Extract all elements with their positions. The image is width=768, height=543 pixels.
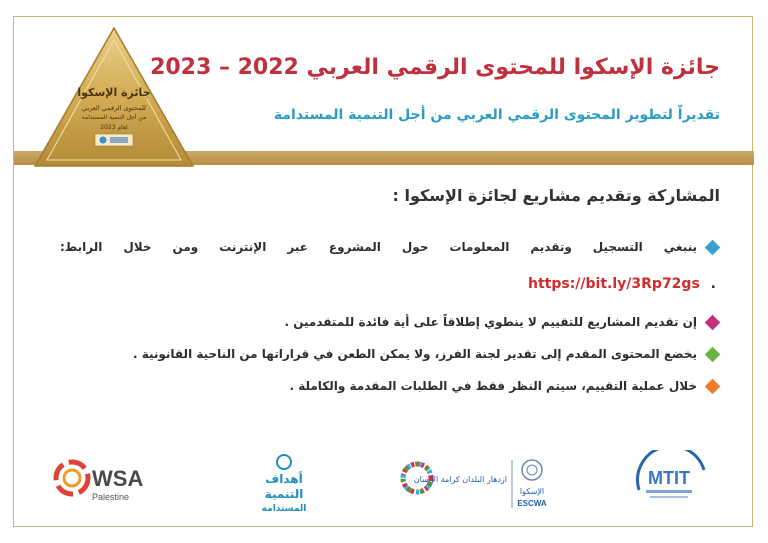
diamond-bullet-icon bbox=[705, 314, 721, 330]
page-subtitle: تقديراً لتطوير المحتوى الرقمي العربي من أجل التنمية المستدامة bbox=[273, 107, 720, 123]
bullet-text: ينبغي التسجيل وتقديم المعلومات حول المشروع عبر الإنترنت ومن خلال الرابط: bbox=[60, 240, 697, 254]
wsa-logo-icon bbox=[56, 462, 143, 502]
list-item bbox=[289, 379, 718, 393]
sdg-line2: التنمية bbox=[264, 487, 304, 501]
diamond-bullet-icon bbox=[705, 346, 721, 362]
list-item bbox=[133, 347, 718, 361]
award-badge-year: لعام 2023 bbox=[100, 124, 128, 131]
diamond-bullet-icon bbox=[705, 378, 721, 394]
sdg-line3: المستدامة bbox=[261, 504, 307, 514]
wsa-name: WSA bbox=[92, 466, 144, 491]
award-badge-line2: للمحتوى الرقمي العربي bbox=[81, 104, 147, 112]
link-suffix: . bbox=[710, 276, 716, 292]
link-text[interactable]: https://bit.ly/3Rp72gs bbox=[528, 276, 700, 292]
page-title: جائزة الإسكوا للمحتوى الرقمي العربي 2022 – 2023 bbox=[150, 55, 720, 80]
list-item bbox=[60, 240, 718, 254]
bullet-text: إن تقديم المشاريع للتقييم لا ينطوي إطلاقاً على أية فائدة للمتقدمين . bbox=[284, 315, 697, 329]
escwa-name-en: ESCWA bbox=[517, 499, 547, 508]
mtit-name: MTIT bbox=[648, 468, 690, 488]
award-badge-line3: من أجل التنمية المستدامة bbox=[81, 114, 147, 121]
footer-logos bbox=[14, 450, 754, 520]
mtit-logo-icon bbox=[638, 450, 704, 498]
award-badge-line1: جائزة الإسكوا bbox=[77, 86, 151, 99]
sdg-line1: أهداف bbox=[265, 472, 303, 486]
list-item bbox=[285, 315, 719, 329]
bullet-text: يخضع المحتوى المقدم إلى تقدير لجنة الفرز، ولا يمكن الطعن في قراراتها من الناحية القانونية . bbox=[132, 347, 697, 361]
escwa-tagline: ازدهار البلدان كرامة الإنسان bbox=[413, 475, 507, 484]
award-badge-icon bbox=[33, 26, 195, 168]
section-heading: المشاركة وتقديم مشاريع لجائزة الإسكوا : bbox=[392, 186, 720, 205]
un-emblem-icon bbox=[517, 460, 547, 508]
wsa-sub: Palestine bbox=[92, 492, 130, 502]
bullet-text: خلال عملية التقييم، سيتم النظر فقط في الطلبات المقدمة والكاملة . bbox=[289, 379, 697, 393]
escwa-name-ar: الإسكوا bbox=[519, 487, 545, 496]
registration-link[interactable] bbox=[528, 276, 716, 292]
diamond-bullet-icon bbox=[705, 239, 721, 255]
sdg-logo-icon bbox=[262, 455, 307, 514]
